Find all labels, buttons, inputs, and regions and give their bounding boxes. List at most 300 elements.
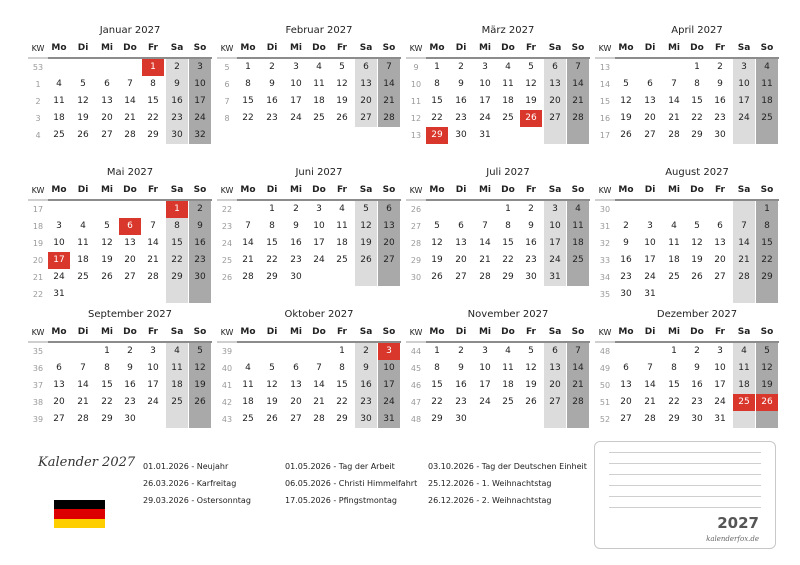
weekday-header: Sa (548, 185, 562, 195)
day-cell: 13 (620, 380, 632, 390)
day-cell (520, 127, 542, 144)
day-cell: 19 (266, 397, 278, 407)
week-row (595, 76, 779, 93)
day-cell (119, 201, 141, 218)
week-number: 35 (599, 290, 611, 299)
weekday-header: Sa (737, 327, 751, 337)
day-cell: 13 (644, 96, 656, 106)
week-number: 28 (410, 239, 422, 248)
day-cell: 8 (434, 363, 440, 373)
day-cell: 30 (525, 272, 537, 282)
notes-year: 2027 (717, 514, 759, 532)
day-cell: 23 (166, 110, 188, 127)
day-cell: 4 (339, 204, 345, 214)
day-cell: 24 (147, 397, 159, 407)
day-cell: 22 (502, 255, 514, 265)
holiday-entry: 06.05.2026 - Christi Himmelfahrt (285, 479, 418, 488)
day-cell: 17 (714, 380, 726, 390)
day-cell (733, 127, 755, 144)
weekday-header-row (595, 182, 779, 199)
day-cell: 12 (189, 360, 211, 377)
weekday-header: Do (501, 43, 515, 53)
day-cell: 5 (528, 346, 534, 356)
day-cell: 20 (714, 255, 726, 265)
weekday-header: Sa (737, 185, 751, 195)
day-cell: 6 (293, 363, 299, 373)
day-cell: 26 (691, 272, 703, 282)
kw-header: KW (31, 328, 45, 337)
week-number: 26 (410, 205, 422, 214)
day-cell: 27 (53, 414, 65, 424)
week-number: 47 (410, 398, 422, 407)
week-row (406, 76, 590, 93)
day-cell: 13 (378, 218, 400, 235)
day-cell: 25 (668, 272, 680, 282)
day-cell: 29 (668, 414, 680, 424)
week-row (28, 286, 212, 303)
day-cell: 30 (455, 130, 467, 140)
day-cell: 24 (479, 113, 491, 123)
day-cell (686, 286, 708, 303)
holiday-day: 29 (426, 127, 448, 144)
week-number: 50 (599, 381, 611, 390)
weekday-header: Fr (336, 43, 347, 53)
week-row (595, 411, 779, 428)
week-row (595, 201, 779, 218)
holiday-day: 17 (48, 252, 70, 269)
calendar-script-title: Kalender 2027 (38, 455, 136, 470)
day-cell: 20 (544, 377, 566, 394)
holiday-day: 1 (142, 59, 164, 76)
day-cell: 28 (124, 130, 136, 140)
day-cell: 13 (544, 360, 566, 377)
weekday-header: Fr (525, 327, 536, 337)
week-row (28, 411, 212, 428)
day-cell: 24 (189, 110, 211, 127)
day-cell: 14 (733, 235, 755, 252)
day-cell: 20 (544, 93, 566, 110)
weekday-header: Mi (100, 43, 114, 53)
day-cell: 28 (242, 272, 254, 282)
note-line (609, 507, 761, 508)
day-cell: 26 (266, 414, 278, 424)
day-cell (639, 201, 661, 218)
day-cell: 6 (623, 363, 629, 373)
day-cell: 2 (458, 62, 464, 72)
day-cell: 11 (567, 218, 589, 235)
week-row (406, 218, 590, 235)
weekday-header: Do (123, 43, 137, 53)
weekday-header: Fr (714, 327, 725, 337)
weekday-header: So (382, 185, 396, 195)
day-cell: 19 (355, 235, 377, 252)
day-cell: 24 (53, 272, 65, 282)
week-number: 44 (410, 347, 422, 356)
day-cell: 27 (101, 130, 113, 140)
day-cell: 22 (668, 397, 680, 407)
week-row (406, 59, 590, 76)
day-cell: 18 (502, 96, 514, 106)
week-row (406, 411, 590, 428)
weekday-header-row (406, 40, 590, 57)
day-cell: 9 (355, 360, 377, 377)
week-row (217, 360, 401, 377)
day-cell: 21 (644, 397, 656, 407)
day-cell: 23 (124, 397, 136, 407)
weekday-header: Sa (548, 43, 562, 53)
day-cell: 24 (290, 113, 302, 123)
week-row (406, 377, 590, 394)
day-cell: 19 (525, 96, 537, 106)
weekday-header: Fr (525, 185, 536, 195)
day-cell: 18 (567, 235, 589, 252)
day-cell (544, 127, 566, 144)
day-cell: 15 (166, 235, 188, 252)
week-row (28, 59, 212, 76)
week-row (217, 201, 401, 218)
day-cell: 10 (479, 79, 491, 89)
week-number: 31 (599, 222, 611, 231)
day-cell: 3 (544, 201, 566, 218)
week-row (406, 360, 590, 377)
day-cell: 20 (101, 113, 113, 123)
day-cell: 5 (189, 343, 211, 360)
day-cell: 12 (266, 380, 278, 390)
weekday-header: Di (644, 43, 656, 53)
week-number: 3 (35, 114, 41, 123)
day-cell: 2 (127, 346, 133, 356)
week-row (217, 76, 401, 93)
weekday-header: So (760, 185, 774, 195)
weekday-header: Mi (667, 43, 681, 53)
day-cell: 9 (694, 363, 700, 373)
weekday-header: Do (690, 327, 704, 337)
day-cell: 7 (127, 79, 133, 89)
day-cell: 6 (544, 59, 566, 76)
week-row (406, 343, 590, 360)
day-cell: 12 (431, 238, 443, 248)
day-cell: 25 (502, 113, 514, 123)
holiday-entry: 03.10.2026 - Tag der Deutschen Einheit (428, 462, 587, 471)
kw-header: KW (598, 328, 612, 337)
day-cell: 2 (166, 59, 188, 76)
day-cell: 15 (431, 96, 443, 106)
day-cell: 9 (166, 76, 188, 93)
day-cell (544, 411, 566, 428)
weekday-header: So (193, 43, 207, 53)
week-row (28, 269, 212, 286)
day-cell: 9 (528, 221, 534, 231)
day-cell: 10 (147, 363, 159, 373)
day-cell: 7 (378, 59, 400, 76)
day-cell: 16 (714, 96, 726, 106)
day-cell: 15 (431, 380, 443, 390)
day-cell: 26 (431, 272, 443, 282)
day-cell: 10 (53, 238, 65, 248)
week-number: 22 (221, 205, 233, 214)
week-row (217, 235, 401, 252)
day-cell: 23 (455, 113, 467, 123)
day-cell (261, 343, 283, 360)
day-cell: 23 (355, 394, 377, 411)
weekday-header: Fr (714, 185, 725, 195)
week-number: 21 (32, 273, 44, 282)
day-cell: 16 (189, 235, 211, 252)
week-row (406, 235, 590, 252)
week-number: 39 (32, 415, 44, 424)
day-cell: 14 (124, 96, 136, 106)
weekday-header: So (382, 327, 396, 337)
month-title: Juni 2027 (295, 167, 343, 178)
week-number: 53 (32, 63, 44, 72)
day-cell: 32 (189, 127, 211, 144)
day-cell: 7 (567, 343, 589, 360)
day-cell: 31 (378, 411, 400, 428)
weekday-header: Di (644, 185, 656, 195)
day-cell: 17 (644, 255, 656, 265)
day-cell: 12 (101, 238, 113, 248)
day-cell (663, 201, 685, 218)
kw-header: KW (409, 186, 423, 195)
day-cell (639, 343, 661, 360)
day-cell (756, 286, 778, 303)
day-cell: 4 (733, 343, 755, 360)
day-cell: 27 (124, 272, 136, 282)
week-number: 45 (410, 364, 422, 373)
day-cell: 24 (544, 252, 566, 269)
week-row (595, 377, 779, 394)
week-number: 42 (221, 398, 233, 407)
week-number: 48 (410, 415, 422, 424)
weekday-header: Di (455, 327, 467, 337)
day-cell: 9 (458, 363, 464, 373)
weekday-header: Do (312, 185, 326, 195)
day-cell: 4 (671, 221, 677, 231)
day-cell: 30 (124, 414, 136, 424)
day-cell: 22 (756, 252, 778, 269)
week-number: 49 (599, 364, 611, 373)
day-cell: 29 (691, 130, 703, 140)
weekday-header: Mo (240, 327, 256, 337)
day-cell: 23 (620, 272, 632, 282)
day-cell: 22 (691, 113, 703, 123)
day-cell: 14 (567, 76, 589, 93)
day-cell: 9 (623, 238, 629, 248)
day-cell: 9 (189, 218, 211, 235)
week-row (217, 343, 401, 360)
day-cell: 21 (242, 255, 254, 265)
weekday-header: Fr (147, 327, 158, 337)
day-cell (520, 411, 542, 428)
day-cell (756, 411, 778, 428)
week-number: 17 (599, 131, 611, 140)
day-cell: 4 (505, 346, 511, 356)
month-title: April 2027 (671, 25, 723, 36)
day-cell: 1 (245, 62, 251, 72)
day-cell: 14 (242, 238, 254, 248)
week-row (217, 110, 401, 127)
day-cell: 8 (166, 218, 188, 235)
day-cell: 6 (458, 221, 464, 231)
day-cell: 30 (620, 289, 632, 299)
weekday-header: So (193, 327, 207, 337)
day-cell: 28 (77, 414, 89, 424)
holiday-day: 6 (119, 218, 141, 235)
week-number: 26 (221, 273, 233, 282)
week-row (28, 377, 212, 394)
day-cell: 20 (124, 255, 136, 265)
day-cell (378, 269, 400, 286)
day-cell: 17 (733, 93, 755, 110)
week-number: 9 (413, 63, 419, 72)
day-cell: 22 (266, 255, 278, 265)
weekday-header: Sa (170, 327, 184, 337)
day-cell: 6 (104, 79, 110, 89)
week-number: 12 (410, 114, 422, 123)
weekday-header: Mi (478, 185, 492, 195)
day-cell: 14 (147, 238, 159, 248)
weekday-header: Mi (100, 185, 114, 195)
day-cell (308, 343, 330, 360)
month-title: Mai 2027 (106, 167, 154, 178)
month-title: Januar 2027 (99, 25, 161, 36)
day-cell: 18 (53, 113, 65, 123)
day-cell: 7 (80, 363, 86, 373)
day-cell: 10 (733, 76, 755, 93)
week-number: 7 (224, 97, 230, 106)
holiday-day: 26 (756, 394, 778, 411)
day-cell: 8 (505, 221, 511, 231)
day-cell: 10 (313, 221, 325, 231)
day-cell (497, 127, 519, 144)
day-cell: 17 (544, 235, 566, 252)
day-cell: 20 (355, 93, 377, 110)
day-cell (474, 411, 496, 428)
day-cell: 13 (355, 76, 377, 93)
day-cell: 16 (455, 380, 467, 390)
week-number: 11 (410, 97, 422, 106)
day-cell (237, 201, 259, 218)
month-title: November 2027 (467, 309, 549, 320)
day-cell: 13 (53, 380, 65, 390)
week-number: 25 (221, 256, 233, 265)
day-cell: 15 (266, 238, 278, 248)
day-cell: 1 (434, 346, 440, 356)
day-cell: 25 (166, 394, 188, 411)
weekday-header: Sa (359, 185, 373, 195)
week-number: 35 (32, 347, 44, 356)
weekday-header-row (595, 40, 779, 57)
day-cell: 12 (620, 96, 632, 106)
day-cell: 30 (290, 272, 302, 282)
day-cell: 5 (104, 221, 110, 231)
week-number: 34 (599, 273, 611, 282)
week-row (28, 394, 212, 411)
day-cell: 25 (77, 272, 89, 282)
weekday-header: Mo (429, 43, 445, 53)
weekday-header: Mi (100, 327, 114, 337)
day-cell: 7 (150, 221, 156, 231)
day-cell: 23 (455, 397, 467, 407)
week-row (406, 110, 590, 127)
week-row (28, 110, 212, 127)
day-cell: 26 (336, 113, 348, 123)
week-number: 27 (410, 222, 422, 231)
day-cell: 28 (313, 414, 325, 424)
day-cell: 3 (316, 204, 322, 214)
day-cell: 30 (455, 414, 467, 424)
day-cell (189, 286, 211, 303)
day-cell: 12 (77, 96, 89, 106)
day-cell: 13 (544, 76, 566, 93)
month-title: Dezember 2027 (656, 309, 738, 320)
day-cell: 21 (378, 93, 400, 110)
weekday-header: Do (312, 43, 326, 53)
kw-header: KW (409, 328, 423, 337)
day-cell: 11 (313, 79, 325, 89)
day-cell: 23 (714, 113, 726, 123)
weekday-header: Mi (289, 185, 303, 195)
week-row (406, 394, 590, 411)
month-title: August 2027 (665, 167, 729, 178)
week-number: 17 (32, 205, 44, 214)
day-cell: 11 (166, 360, 188, 377)
weekday-header: Do (501, 327, 515, 337)
weekday-header: Di (266, 185, 278, 195)
day-cell: 11 (756, 76, 778, 93)
day-cell (355, 269, 377, 286)
day-cell: 9 (717, 79, 723, 89)
day-cell: 2 (717, 62, 723, 72)
day-cell: 29 (431, 414, 443, 424)
day-cell: 12 (525, 79, 537, 89)
week-number: 33 (599, 256, 611, 265)
week-number: 24 (221, 239, 233, 248)
day-cell: 11 (502, 363, 514, 373)
day-cell: 10 (644, 238, 656, 248)
week-row (595, 235, 779, 252)
month-title: März 2027 (481, 25, 535, 36)
day-cell (48, 201, 70, 218)
day-cell: 7 (567, 59, 589, 76)
day-cell: 22 (101, 397, 113, 407)
day-cell: 14 (644, 380, 656, 390)
weekday-header: Fr (525, 43, 536, 53)
week-row (595, 218, 779, 235)
weekday-header: Do (123, 185, 137, 195)
week-row (595, 252, 779, 269)
weekday-header: Sa (737, 43, 751, 53)
week-number: 2 (35, 97, 41, 106)
week-row (217, 218, 401, 235)
week-number: 20 (32, 256, 44, 265)
day-cell: 19 (525, 380, 537, 390)
day-cell: 28 (479, 272, 491, 282)
day-cell (72, 59, 94, 76)
day-cell: 24 (479, 397, 491, 407)
day-cell: 12 (336, 79, 348, 89)
day-cell: 5 (80, 79, 86, 89)
kw-header: KW (598, 44, 612, 53)
day-cell (733, 411, 755, 428)
day-cell: 14 (313, 380, 325, 390)
month-title: Oktober 2027 (284, 309, 354, 320)
day-cell: 24 (714, 397, 726, 407)
day-cell: 27 (355, 110, 377, 127)
day-cell: 2 (269, 62, 275, 72)
day-cell: 14 (668, 96, 680, 106)
day-cell: 19 (620, 113, 632, 123)
